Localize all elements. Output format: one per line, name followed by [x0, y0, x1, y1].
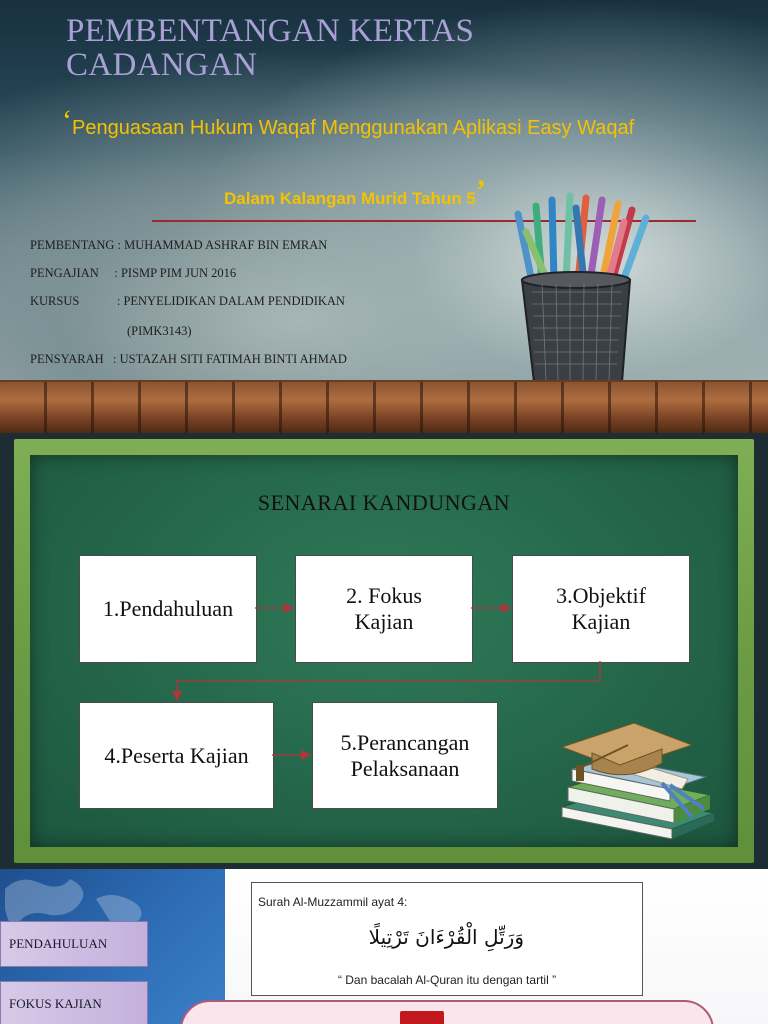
verse-box: [251, 882, 643, 996]
info-sep: :: [79, 294, 124, 308]
info-row-presenter: [30, 238, 327, 253]
info-value: MUHAMMAD ASHRAF BIN EMRAN: [124, 238, 328, 252]
info-label: PENSYARAH: [30, 352, 104, 366]
chalkboard-frame: [14, 439, 754, 863]
arrow-3-4: [177, 661, 600, 700]
verse-arabic: وَرَتِّلِ الْقُرْءَانَ تَرْتِيلًا: [368, 925, 524, 949]
pencils: [518, 196, 646, 284]
intro-slide: [0, 869, 768, 1024]
toc-item-label: 2. Fokus: [346, 583, 422, 608]
chalkboard: [30, 455, 738, 847]
subtitle-text-1: Penguasaan Hukum Waqaf Menggunakan Aplikasi Easy Waqaf: [72, 117, 635, 139]
info-row-course-code: [127, 324, 192, 339]
toc-item-label: 5.Perancangan: [340, 729, 470, 755]
info-row-programme: [30, 266, 236, 281]
info-value: PENYELIDIKAN DALAM PENDIDIKAN: [123, 294, 345, 308]
toc-item-label: 3.Objektif: [556, 583, 646, 608]
info-label: PEMBENTANG: [30, 238, 115, 252]
subtitle-line-1: [62, 104, 635, 142]
info-row-course: [30, 294, 345, 309]
info-value: (PIMK3143): [127, 324, 192, 338]
graduation-books-image: [542, 717, 718, 839]
subtitle-text-2: Dalam Kalangan Murid Tahun 5: [224, 189, 476, 208]
pencil-cup-image: [512, 192, 662, 392]
contents-title: SENARAI KANDUNGAN: [257, 490, 511, 515]
verse-heading: Surah Al-Muzzammil ayat 4:: [258, 895, 408, 909]
nav-pendahuluan[interactable]: [0, 921, 148, 967]
info-label: KURSUS: [30, 294, 80, 308]
mesh-cup: [522, 272, 630, 382]
toc-item-label: 1.Pendahuluan: [102, 596, 234, 621]
subtitle-line-2: [224, 174, 486, 212]
slide-title: PEMBENTANGAN KERTAS CADANGAN: [66, 13, 475, 83]
heading-text-fragment: [400, 1011, 444, 1024]
toc-item-label-2: Pelaksanaan: [350, 755, 460, 781]
title-slide: [0, 0, 768, 433]
toc-item-label-2: Kajian: [571, 609, 631, 634]
info-sep: :: [103, 352, 120, 366]
nav-fokus-kajian[interactable]: [0, 981, 148, 1024]
info-value: USTAZAH SITI FATIMAH BINTI AHMAD: [119, 352, 347, 366]
info-value: PISMP PIM JUN 2016: [120, 266, 237, 280]
contents-slide: [0, 433, 768, 869]
toc-item-label: 4.Peserta Kajian: [104, 742, 249, 768]
close-quote-mark: ’: [475, 174, 486, 207]
wood-floor: [0, 382, 768, 433]
info-row-lecturer: [30, 352, 347, 367]
info-label: PENGAJIAN: [30, 266, 99, 280]
info-sep: :: [98, 266, 121, 280]
toc-item-label-2: Kajian: [354, 609, 414, 634]
nav-label: FOKUS KAJIAN: [9, 996, 102, 1011]
verse-translation: “ Dan bacalah Al-Quran itu dengan tartil ”: [337, 973, 557, 987]
nav-label: PENDAHULUAN: [9, 936, 108, 951]
open-quote-mark: ‘: [62, 104, 72, 137]
info-sep: :: [114, 238, 125, 252]
pink-heading-box: [180, 1000, 714, 1024]
